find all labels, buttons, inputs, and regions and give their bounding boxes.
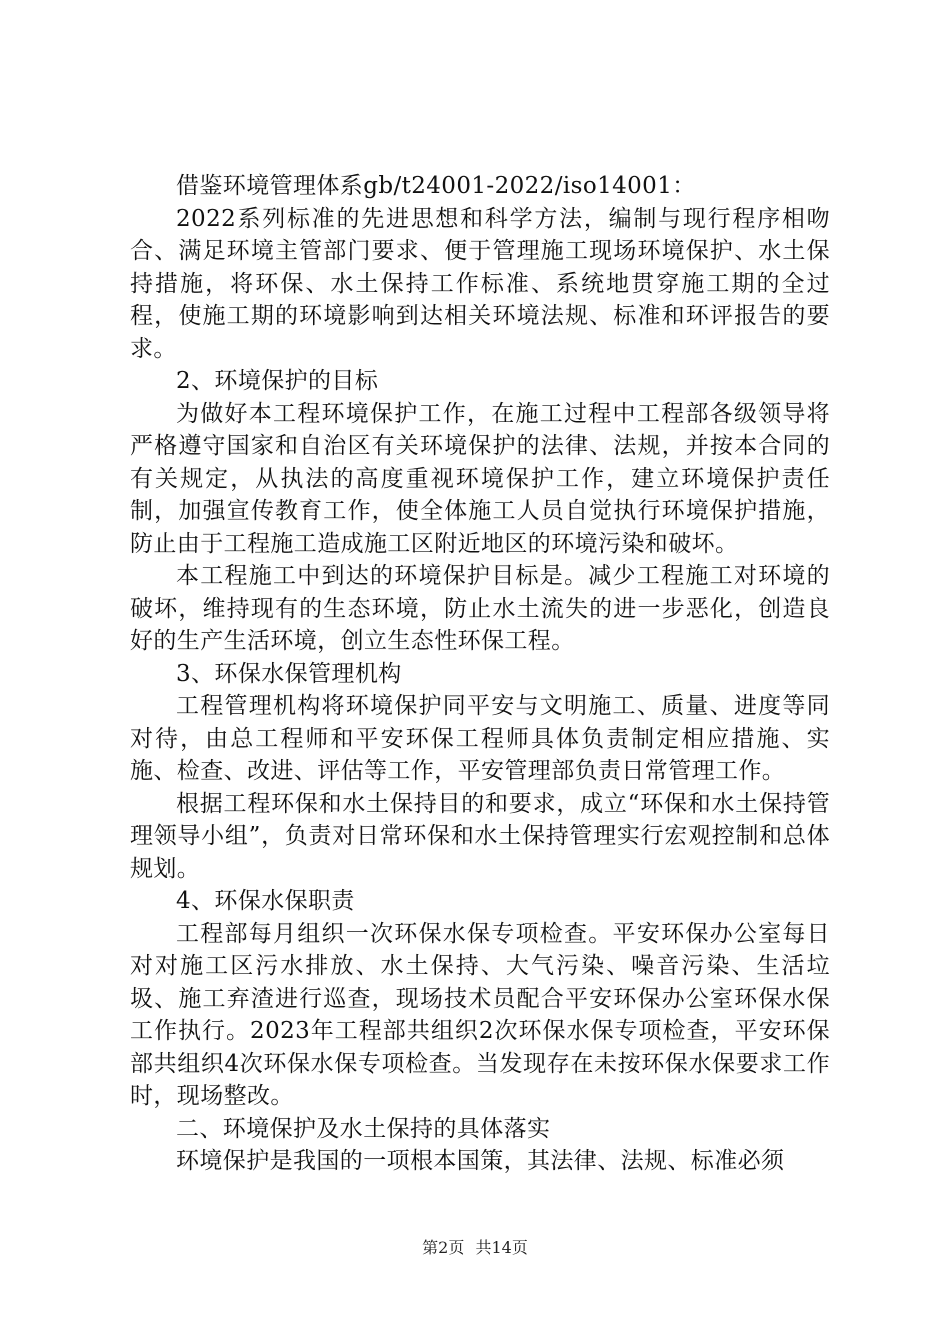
- paragraph-goal-detail: 为做好本工程环境保护工作，在施工过程中工程部各级领导将严格遵守国家和自治区有关环境保护的法律、法规，并按本合同的有关规定，从执法的高度重视环境保护工作，建立环境保护责任制，加强宣传教育工作，使全体施工人员自觉执行环境保护措施，防止由于工程施工造成施工区附近地区的环境污染和破坏。: [130, 400, 830, 557]
- total-pages: 共14页: [475, 1238, 528, 1257]
- paragraph-management-org: 工程管理机构将环境保护同平安与文明施工、质量、进度等同对待，由总工程师和平安环保工程师具体负责制定相应措施、实施、检查、改进、评估等工作，平安管理部负责日常管理工作。: [130, 693, 830, 784]
- heading-implementation: 二、环境保护及水土保持的具体落实: [176, 1115, 551, 1142]
- paragraph-leading-group: 根据工程环保和水土保持目的和要求，成立“环保和水土保持管理领导小组”，负责对日常环保和水土保持管理实行宏观控制和总体规划。: [130, 790, 830, 882]
- heading-responsibilities: 4、环保水保职责: [176, 888, 355, 914]
- heading-protection-goal: 2、环境保护的目标: [176, 368, 379, 394]
- page-number: 第2页: [422, 1238, 465, 1257]
- paragraph-ems-reference: 借鉴环境管理体系gb/t24001-2022/iso14001：: [176, 173, 696, 199]
- document-body: [130, 170, 830, 1178]
- paragraph-inspections: 工程部每月组织一次环保水保专项检查。平安环保办公室每日对对施工区污水排放、水土保持、大气污染、噪音污染、生活垃圾、施工弃渣进行巡查，现场技术员配合平安环保办公室环保水保工作执行。2023年工程部共组织2次环保水保专项检查，平安环保部共组织4次环保水保专项检查。当发现存在未按环保水保要求工作时，现场整改。: [130, 920, 830, 1109]
- heading-management-org: 3、环保水保管理机构: [176, 660, 402, 687]
- paragraph-standards: 2022系列标准的先进思想和科学方法，编制与现行程序相吻合、满足环境主管部门要求、便于管理施工现场环境保护、水土保持措施，将环保、水土保持工作标准、系统地贯穿施工期的全过程，使施工期的环境影响到达相关环境法规、标准和环评报告的要求。: [130, 205, 830, 362]
- page-footer: [0, 1238, 950, 1258]
- paragraph-national-policy: 环境保护是我国的一项根本国策，其法律、法规、标准必须: [176, 1148, 785, 1174]
- paragraph-goal-target: 本工程施工中到达的环境保护目标是。减少工程施工对环境的破坏，维持现有的生态环境，防止水土流失的进一步恶化，创造良好的生产生活环境，创立生态性环保工程。: [130, 563, 830, 654]
